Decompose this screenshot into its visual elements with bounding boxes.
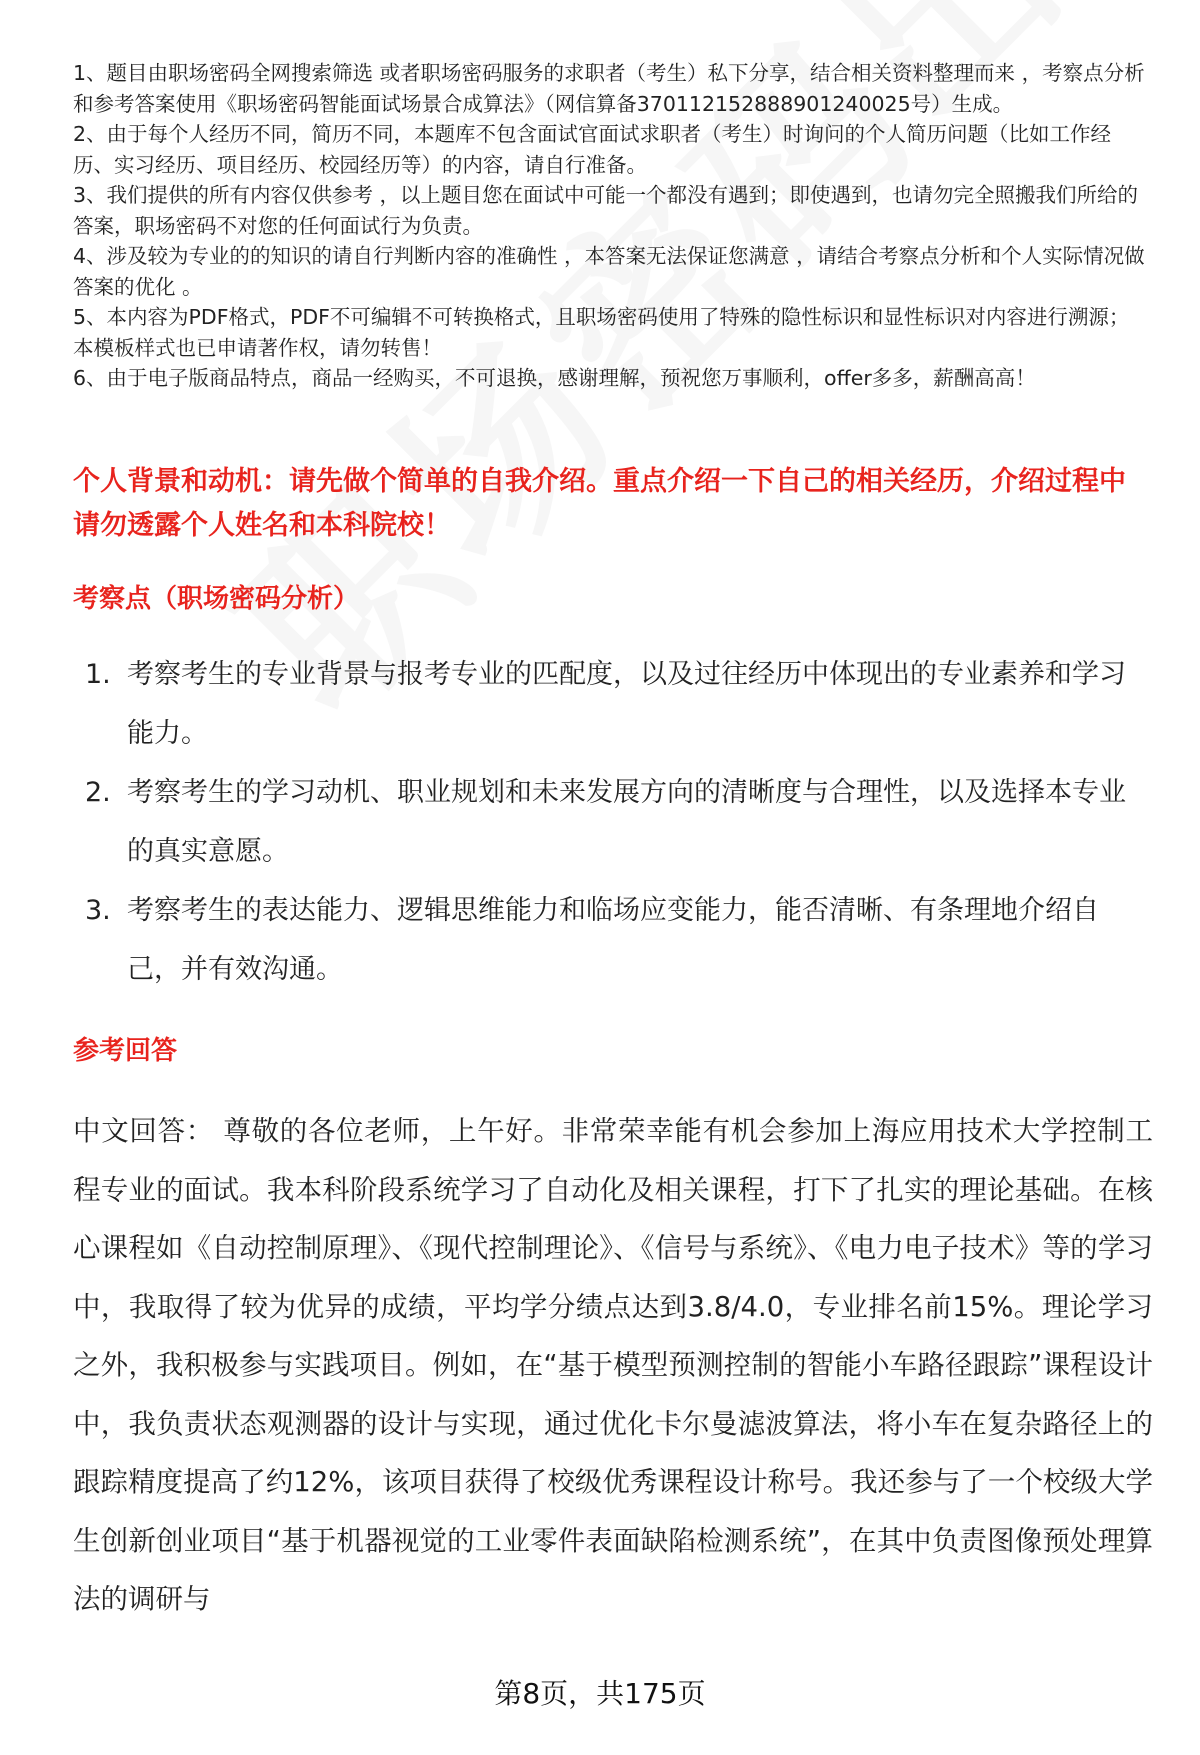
disclaimer-item: 5、本内容为PDF格式，PDF不可编辑不可转换格式，且职场密码使用了特殊的隐性标识和显性标识对内容进行溯源；本模板样式也已申请著作权，请勿转售！ [73,305,1130,360]
list-item [73,645,1148,763]
list-item-number: 1. [85,659,111,690]
list-item-text: 考察考生的表达能力、逻辑思维能力和临场应变能力，能否清晰、有条理地介绍自己，并有效沟通。 [127,895,1099,985]
disclaimer-item: 1、题目由职场密码全网搜索筛选 或者职场密码服务的求职者（考生）私下分享，结合相关资料整理而来 ，考察点分析和参考答案使用《职场密码智能面试场景合成算法》（网信算备370112152888901240025号）生成。 [73,61,1145,116]
list-item-number: 3. [85,895,111,926]
analysis-section-title: 考察点（职场密码分析） [73,584,360,614]
list-item-text: 考察考生的专业背景与报考专业的匹配度，以及过往经历中体现出的专业素养和学习能力。 [127,659,1126,749]
list-item-number: 2. [85,777,111,808]
list-item [73,763,1148,881]
disclaimer-item: 2、由于每个人经历不同，简历不同，本题库不包含面试官面试求职者（考生）时询问的个人简历问题（比如工作经历、实习经历、项目经历、校园经历等）的内容，请自行准备。 [73,122,1112,177]
disclaimer-item: 4、涉及较为专业的的知识的请自行判断内容的准确性 ，本答案无法保证您满意 ，请结合考察点分析和个人实际情况做答案的优化 。 [73,244,1145,299]
answer-section-title: 参考回答 [73,1036,178,1066]
page-number: 第8页，共175页 [494,1677,706,1710]
analysis-points-list [73,645,1148,999]
disclaimer-item: 3、我们提供的所有内容仅供参考 ，以上题目您在面试中可能一个都没有遇到；即使遇到，也请勿完全照搬我们所给的答案，职场密码不对您的任何面试行为负责。 [73,183,1139,238]
list-item [73,881,1148,999]
list-item-text: 考察考生的学习动机、职业规划和未来发展方向的清晰度与合理性，以及选择本专业的真实意愿。 [127,777,1126,867]
question-heading: 个人背景和动机：请先做个简单的自我介绍。重点介绍一下自己的相关经历，介绍过程中请勿透露个人姓名和本科院校！ [73,466,1126,541]
answer-paragraph: 中文回答： 尊敬的各位老师，上午好。非常荣幸能有机会参加上海应用技术大学控制工程专业的面试。我本科阶段系统学习了自动化及相关课程，打下了扎实的理论基础。在核心课程如《自动控制原理》、《现代控制理论》、《信号与系统》、《电力电子技术》等的学习中，我取得了较为优异的成绩，平均学分绩点达到3.8/4.0，专业排名前15%。理论学习之外，我积极参与实践项目。例如，在“基于模型预测控制的智能小车路径跟踪”课程设计中，我负责状态观测器的设计与实现，通过优化卡尔曼滤波算法，将小车在复杂路径上的跟踪精度提高了约12%，该项目获得了校级优秀课程设计称号。我还参与了一个校级大学生创新创业项目“基于机器视觉的工业零件表面缺陷检测系统”，在其中负责图像预处理算法的调研与 [73,1115,1153,1615]
disclaimer-item: 6、由于电子版商品特点，商品一经购买，不可退换，感谢理解，预祝您万事顺利，offer多多，薪酬高高！ [73,366,1036,390]
disclaimer-block [73,58,1148,394]
